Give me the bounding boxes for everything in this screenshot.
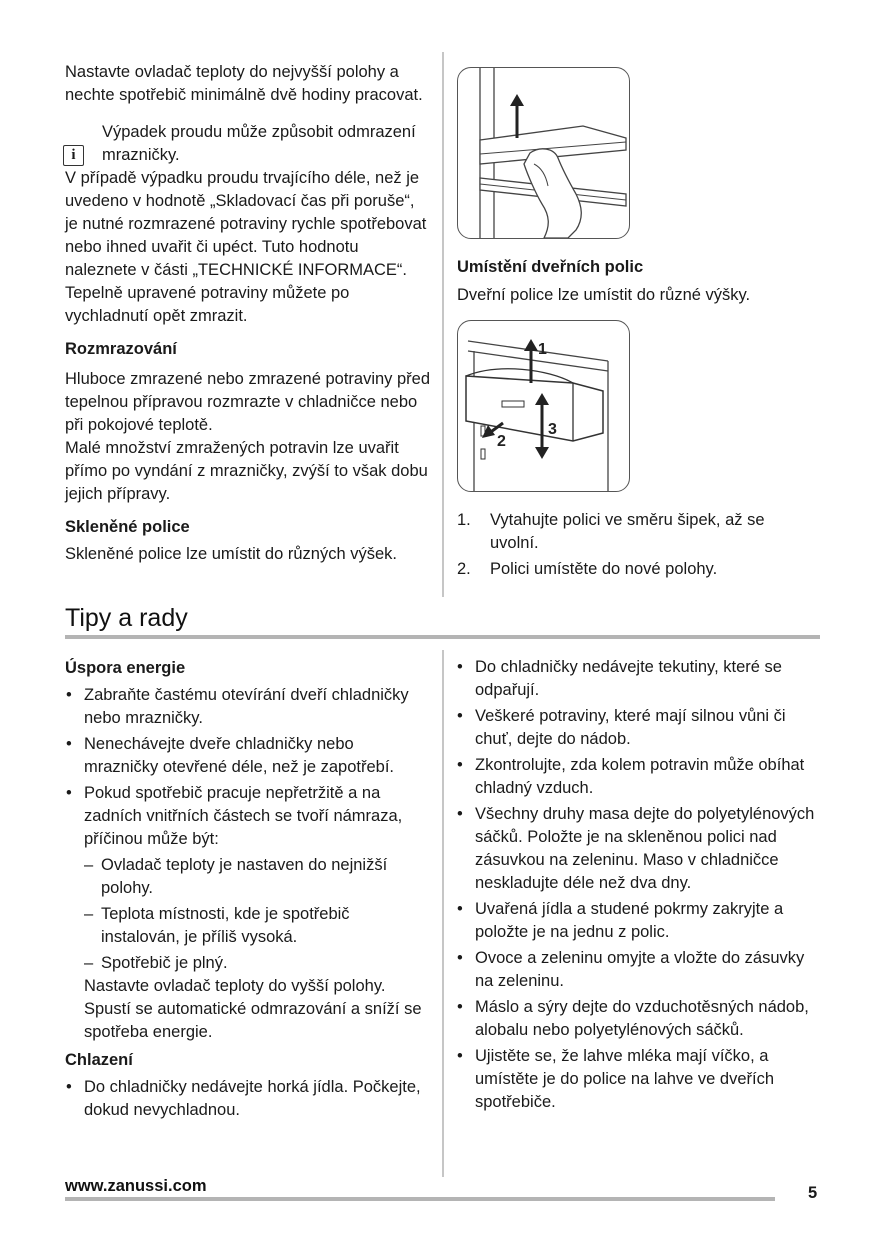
outage-paragraph: V případě výpadku proudu trvajícího déle, než je uvedeno v hodnotě „Skladovací čas při poruše“, je nutné rozmrazené potraviny rychle spotřebovat nebo ihned uvařit či upéct. Tuto hodnotu naleznete v části „TECHNICKÉ INFORMACE“. [65, 169, 427, 279]
door-shelf-illustration [458, 321, 629, 491]
energy-subitem: – Ovladač teploty je nastaven do nejnižší polohy. [84, 854, 429, 900]
cooling-item: • Do chladničky nedávejte horká jídla. Počkejte, dokud nevychladnou. [65, 1076, 429, 1122]
tip-item: • Máslo a sýry dejte do vzduchotěsných nádob, alobalu nebo polyetylénových sáčků. [456, 996, 820, 1042]
note-text: Výpadek proudu může způsobit odmrazení mrazničky. [102, 123, 416, 164]
glass-shelves-paragraph: Skleněné police lze umístit do různých výšek. [65, 545, 397, 563]
tips-left-column [65, 657, 429, 1125]
door-shelf-steps [457, 509, 817, 581]
cooling-heading: Chlazení [65, 1051, 133, 1069]
defrost-paragraph-1: Hluboce zmrazené nebo zmrazené potraviny před tepelnou přípravou rozmrazte v chladničce nebo při pokojové teplotě. [65, 370, 431, 434]
tip-item: • Zkontrolujte, zda kolem potravin může obíhat chladný vzduch. [456, 754, 820, 800]
info-icon: i [63, 145, 84, 166]
intro-paragraph: Nastavte ovladač teploty do nejvyšší polohy a nechte spotřebič minimálně dvě hodiny pracovat. [65, 63, 423, 104]
door-shelf-paragraph: Dveřní police lze umístit do různé výšky. [457, 286, 751, 304]
step-item: 2. Polici umístěte do nové polohy. [457, 560, 718, 578]
energy-subitem: – Teplota místnosti, kde je spotřebič instalován, je příliš vysoká. [84, 903, 429, 949]
figure-label-2: 2 [497, 433, 506, 450]
energy-after-text: Nastavte ovladač teploty do vyšší polohy. Spustí se automatické odmrazování a sníží se spotřeba energie. [84, 977, 422, 1041]
page-number: 5 [808, 1184, 818, 1202]
energy-item: • Pokud spotřebič pracuje nepřetržitě a na zadních vnitřních částech se tvoří námraza, příčinou může být: – Ovladač teploty je nastaven do nejnižší polohy. – Teplota místnosti, kde je spotřebič instalován, je příliš vysoká. – Spotřebič je plný. Nastavte ovladač teploty do vyšší polohy. Spustí se automatické odmrazování a sníží se spotřeba energie. [65, 782, 429, 1044]
glass-shelf-illustration [458, 68, 629, 238]
tip-item: • Ujistěte se, že lahve mléka mají víčko, a umístěte je do police na lahve ve dveřích spotřebiče. [456, 1045, 820, 1114]
defrost-paragraph-2: Malé množství zmražených potravin lze uvařit přímo po vyndání z mrazničky, zvýší to však dobu jejich přípravy. [65, 439, 428, 503]
door-shelf-figure [457, 320, 630, 492]
figure-label-3: 3 [548, 421, 557, 438]
defrost-heading: Rozmrazování [65, 340, 177, 358]
tip-item: • Do chladničky nedávejte tekutiny, které se odpařují. [456, 656, 820, 702]
energy-item: • Nenechávejte dveře chladničky nebo mrazničky otevřené déle, než je zapotřebí. [65, 733, 429, 779]
left-column [65, 61, 431, 566]
website-link[interactable]: www.zanussi.com [65, 1177, 207, 1195]
column-divider-bottom [442, 650, 444, 1177]
step-item: 1. Vytahujte polici ve směru šipek, až se uvolní. [457, 511, 765, 552]
cool-paragraph: Tepelně upravené potraviny můžete po vychladnutí opět zmrazit. [65, 284, 350, 325]
tip-item: • Ovoce a zeleninu omyjte a vložte do zásuvky na zeleninu. [456, 947, 820, 993]
energy-item: • Zabraňte častému otevírání dveří chladničky nebo mrazničky. [65, 684, 429, 730]
tip-item: • Uvařená jídla a studené pokrmy zakryjte a položte je na jednu z polic. [456, 898, 820, 944]
footer-rule [65, 1197, 775, 1201]
energy-heading: Úspora energie [65, 659, 186, 677]
section-title: Tipy a rady [65, 604, 188, 632]
tip-item: • Všechny druhy masa dejte do polyetylénových sáčků. Položte je na skleněnou polici nad zásuvkou na zeleninu. Maso v chladničce neskladujte déle než dva dny. [456, 803, 820, 895]
door-shelf-heading: Umístění dveřních polic [457, 258, 644, 276]
glass-shelf-figure [457, 67, 630, 239]
figure-label-1: 1 [538, 341, 547, 358]
tips-right-column [456, 656, 820, 1117]
tip-item: • Veškeré potraviny, které mají silnou vůni či chuť, dejte do nádob. [456, 705, 820, 751]
column-divider-top [442, 52, 444, 597]
glass-shelves-heading: Skleněné police [65, 518, 190, 536]
door-shelf-section [457, 256, 817, 307]
section-title-rule [65, 635, 820, 639]
energy-subitem: – Spotřebič je plný. [84, 952, 429, 975]
